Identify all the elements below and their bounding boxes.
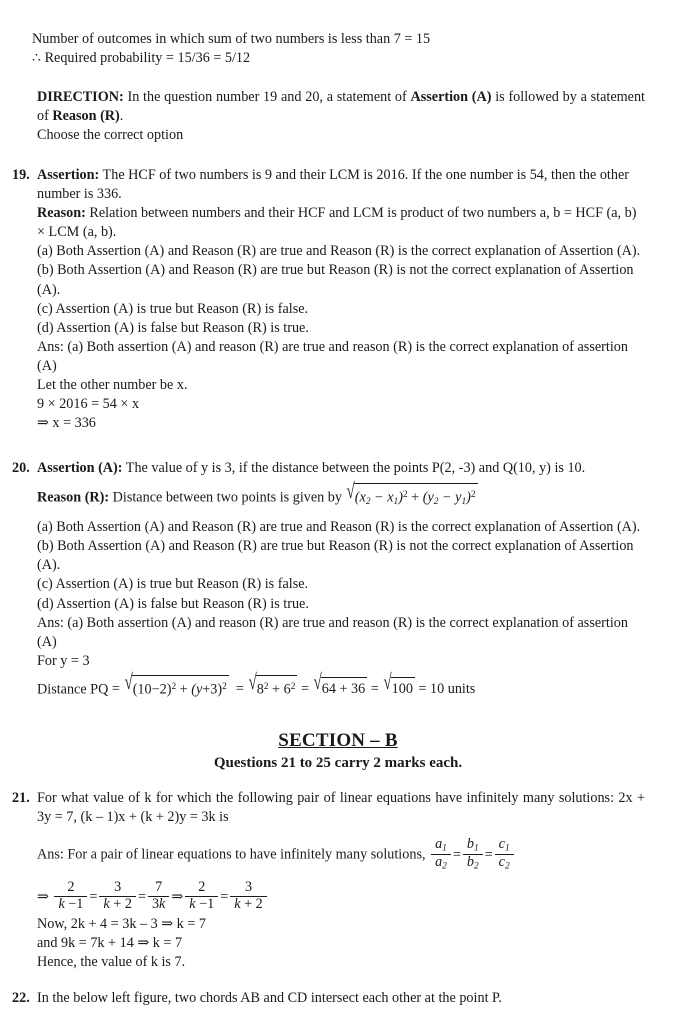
section-b-subheading: Questions 21 to 25 carry 2 marks each. <box>213 755 463 771</box>
q22-text: In the below left figure, two chords AB and CD intersect each other at the point P. <box>37 990 502 1006</box>
q21-step-formula: ⇒ $\frac{2}{k -1}$ = $\frac{3}{k + 2}$ = $\frac{7}{3k}$ ⇒ $\frac{2}{k -1}$ = $\frac{3}{k + 2}$ <box>37 889 269 905</box>
direction-block <box>37 88 645 126</box>
question-19-body <box>37 166 645 433</box>
q20-assertion-label: Assertion (A): <box>37 460 123 476</box>
direction-line-2: Choose the correct option <box>37 127 184 143</box>
q19-reason <box>37 204 645 242</box>
top-lines <box>32 30 645 68</box>
q20-distance-label: Distance PQ <box>37 681 109 698</box>
section-heading-block <box>0 729 676 773</box>
q20-option-a: (a) Both Assertion (A) and Reason (R) are true and Reason (R) is the correct explanation of Assertion (A). <box>37 519 641 536</box>
q20-work-line-1: For y = 3 <box>37 652 90 669</box>
question-20 <box>12 459 645 700</box>
q19-answer: Ans: (a) Both assertion (A) and reason (R) are true and reason (R) is the correct explanation of assertion (A) <box>37 338 628 374</box>
q19-work-line-3: ⇒ x = 336 <box>37 415 96 432</box>
q19-assertion-text: The HCF of two numbers is 9 and their LCM is 2016. If the one number is 54, then the other number is 336. <box>37 167 629 203</box>
q20-distance-formula: = $√(10-2)^2 + (y+3)^2 = √8^2 + 6^2 = √64 + 36 = √100 = 10$ units <box>108 681 475 697</box>
question-20-body <box>37 459 645 700</box>
q20-assertion-text: The value of y is 3, if the distance between the points P(2, -3) and Q(10, y) is 10. <box>122 460 586 476</box>
q20-answer: Ans: (a) Both assertion (A) and reason (R) are true and reason (R) is the correct explanation of assertion (A) <box>37 614 628 650</box>
question-21-body <box>37 789 645 973</box>
q21-step-line <box>37 880 645 913</box>
direction-bold-assertion: Assertion (A) <box>410 89 492 105</box>
q20-option-d: (d) Assertion (A) is false but Reason (R) is true. <box>37 595 309 612</box>
question-19-number: 19. <box>12 167 30 183</box>
q20-option-c: (c) Assertion (A) is true but Reason (R) is false. <box>37 576 309 593</box>
q20-option-b: (b) Both Assertion (A) and Reason (R) are true but Reason (R) is not the correct explanation of Assertion (A). <box>37 538 634 574</box>
q21-ratio-formula: $\frac{a_1}{a_2}$ = $\frac{b_1}{b_2}$ = $\frac{c_1}{c_2}$ <box>429 847 516 863</box>
question-22-number: 22. <box>12 990 30 1006</box>
q21-work-line-1: Now, 2k + 4 = 3k – 3 ⇒ k = 7 <box>37 916 206 933</box>
question-22 <box>12 989 645 1008</box>
q19-assertion <box>37 166 645 204</box>
distance-formula-general: $√(x_2 - x_1)^2 + (y_2 - y_1)^2$ <box>346 490 478 506</box>
q19-work-line-2: 9 × 2016 = 54 × x <box>37 396 140 413</box>
question-19 <box>12 166 645 433</box>
q21-text: For what value of k for which the following pair of linear equations have infinitely many solutions: 2x + 3y = 7, (k – 1)x + (k + 2)y = 3k is <box>37 790 645 826</box>
q20-reason-label: Reason (R): <box>37 489 110 506</box>
q21-work-line-2: and 9k = 7k + 14 ⇒ k = 7 <box>37 935 183 952</box>
top-line-2: ∴ Required probability = 15/36 = 5/12 <box>32 50 251 67</box>
q19-reason-label: Reason: <box>37 205 86 222</box>
q19-option-c: (c) Assertion (A) is true but Reason (R) is false. <box>37 300 309 317</box>
direction-choose-line <box>37 126 645 145</box>
direction-text-2: is followed by a statement of <box>37 89 645 125</box>
q19-reason-text: Relation between numbers and their HCF and LCM is product of two numbers a, b = HCF (a, b) × LCM (a, b). <box>37 205 637 241</box>
direction-paragraph <box>37 88 645 126</box>
direction-text-1: In the question number 19 and 20, a statement of <box>123 89 411 105</box>
q20-reason-text: Distance between two points is given by <box>109 489 346 506</box>
direction-label: DIRECTION: <box>37 89 124 105</box>
q20-distance-line <box>37 672 645 700</box>
q21-work-line-3: Hence, the value of k is 7. <box>37 954 186 971</box>
q19-option-d: (d) Assertion (A) is false but Reason (R) is true. <box>37 319 309 336</box>
direction-bold-reason: Reason (R) <box>52 108 120 125</box>
q21-answer-text: Ans: For a pair of linear equations to have infinitely many solutions, <box>37 846 430 863</box>
q19-option-a: (a) Both Assertion (A) and Reason (R) are true and Reason (R) is the correct explanation of Assertion (A). <box>37 243 641 260</box>
section-b-heading: SECTION – B <box>278 730 398 751</box>
question-21 <box>12 789 645 973</box>
q19-option-b: (b) Both Assertion (A) and Reason (R) are true but Reason (R) is not the correct explanation of Assertion (A). <box>37 262 634 298</box>
top-line-1: Number of outcomes in which sum of two numbers is less than 7 = 15 <box>32 31 431 47</box>
question-21-number: 21. <box>12 790 30 806</box>
q21-answer-line <box>37 837 645 872</box>
question-20-number: 20. <box>12 460 30 476</box>
q19-work-line-1: Let the other number be x. <box>37 377 188 394</box>
q20-reason <box>37 480 645 513</box>
q19-assertion-label: Assertion: <box>37 167 100 183</box>
direction-text-3: . <box>119 108 124 125</box>
q20-assertion <box>37 459 645 478</box>
question-22-body <box>37 989 645 1008</box>
